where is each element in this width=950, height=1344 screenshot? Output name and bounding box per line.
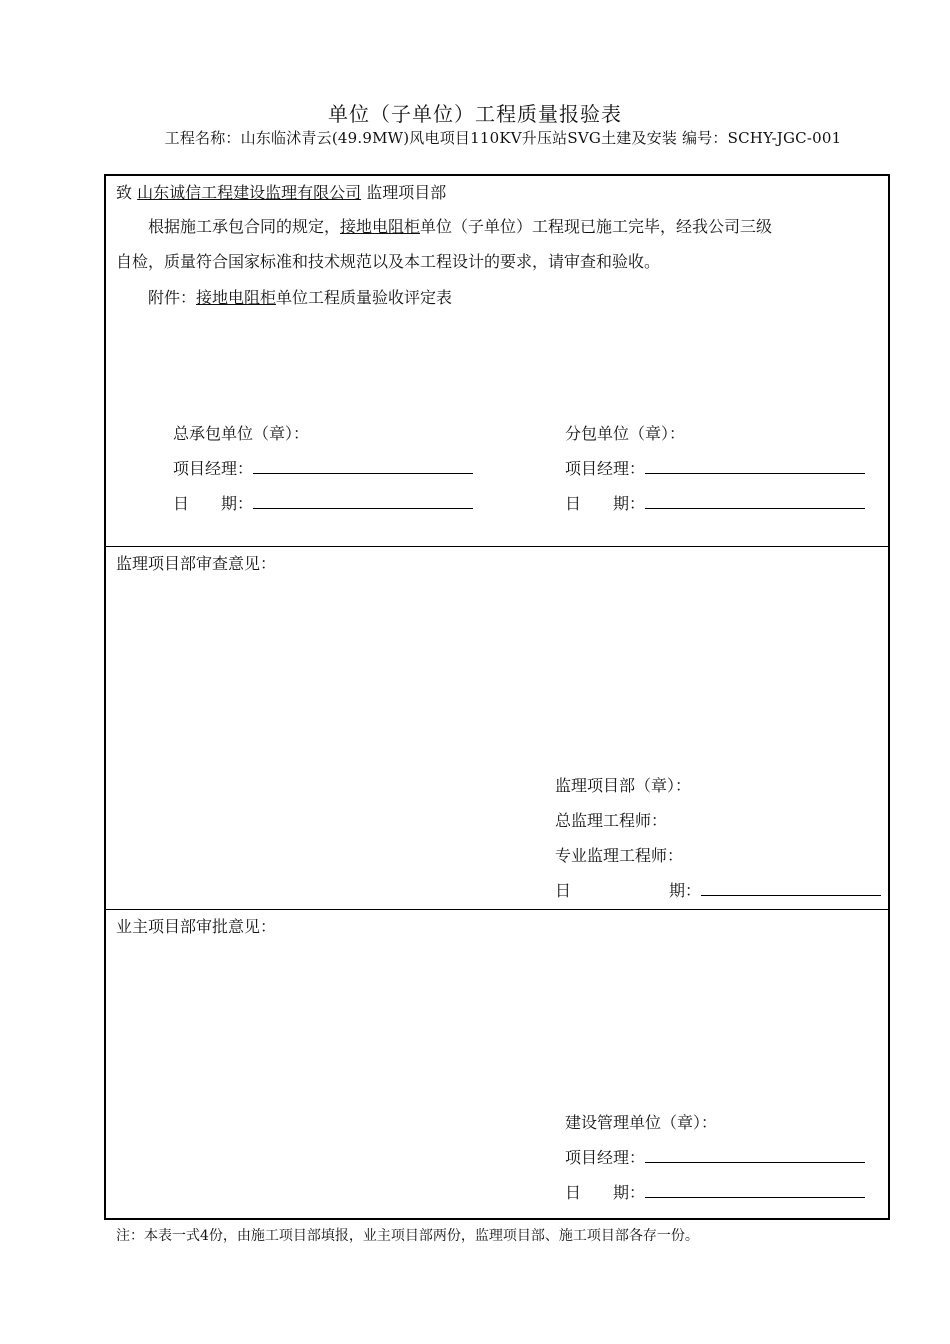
- attachment-title: 单位工程质量验收评定表: [276, 288, 453, 307]
- addressee-line: [116, 180, 446, 203]
- construction-management-seal: 建设管理单位（章）：: [565, 1113, 718, 1132]
- project-name-line: 工程名称：山东临沭青云(49.9MW)风电项目110KV升压站SVG土建及安装 编号：SCHY-JGC-001: [164, 129, 842, 147]
- statement-line-1: [148, 214, 772, 237]
- date-label: 日 期：: [565, 494, 646, 513]
- chief-supervisor: 总监理工程师：: [555, 811, 668, 830]
- date-label-a: 日: [555, 881, 572, 900]
- owner-approval-section: [106, 910, 888, 1218]
- manager-label: 项目经理：: [565, 459, 646, 478]
- supervisor-company: 山东诚信工程建设监理有限公司: [137, 183, 362, 202]
- form-table: [104, 174, 890, 1220]
- statement-line-2: 自检，质量符合国家标准和技术规范以及本工程设计的要求，请审查和验收。: [116, 252, 661, 271]
- date-line[interactable]: [701, 881, 881, 896]
- statement-text: 根据施工承包合同的规定，: [148, 217, 341, 236]
- addressee-suffix: 监理项目部: [366, 183, 447, 202]
- general-contractor-date: [173, 491, 473, 514]
- date-line[interactable]: [253, 494, 473, 509]
- footnote: 注：本表一式4份，由施工项目部填报，业主项目部两份，监理项目部、施工项目部各存一份。: [116, 1228, 699, 1244]
- date-line[interactable]: [645, 1183, 865, 1198]
- specialist-supervisor: 专业监理工程师：: [555, 846, 684, 865]
- owner-manager: [565, 1145, 865, 1168]
- supervision-review-heading: 监理项目部审查意见：: [116, 554, 277, 573]
- subcontractor-seal: 分包单位（章）：: [565, 424, 686, 443]
- owner-date: [565, 1180, 865, 1203]
- general-contractor-manager: [173, 456, 473, 479]
- attachment-item: 接地电阻柜: [196, 288, 277, 307]
- subcontractor-date: [565, 491, 865, 514]
- supervision-review-section: [106, 547, 888, 910]
- submission-section: [106, 176, 888, 547]
- owner-approval-heading: 业主项目部审批意见：: [116, 917, 277, 936]
- date-line[interactable]: [645, 494, 865, 509]
- supervision-date: [555, 878, 881, 901]
- date-label-b: 期：: [669, 881, 702, 900]
- manager-label: 项目经理：: [173, 459, 254, 478]
- manager-label: 项目经理：: [565, 1148, 646, 1167]
- attachment-line: [148, 285, 452, 308]
- date-label: 日 期：: [173, 494, 254, 513]
- general-contractor-seal: 总承包单位（章）：: [173, 424, 310, 443]
- manager-signature-line[interactable]: [253, 459, 473, 474]
- supervision-seal: 监理项目部（章）：: [555, 776, 692, 795]
- date-label: 日 期：: [565, 1183, 646, 1202]
- addressee-prefix: 致: [116, 183, 133, 202]
- manager-signature-line[interactable]: [645, 1148, 865, 1163]
- attachment-label: 附件：: [148, 288, 197, 307]
- work-item: 接地电阻柜: [340, 217, 421, 236]
- manager-signature-line[interactable]: [645, 459, 865, 474]
- statement-text-cont: 单位（子单位）工程现已施工完毕，经我公司三级: [420, 217, 773, 236]
- subcontractor-manager: [565, 456, 865, 479]
- form-title: 单位（子单位）工程质量报验表: [328, 102, 622, 126]
